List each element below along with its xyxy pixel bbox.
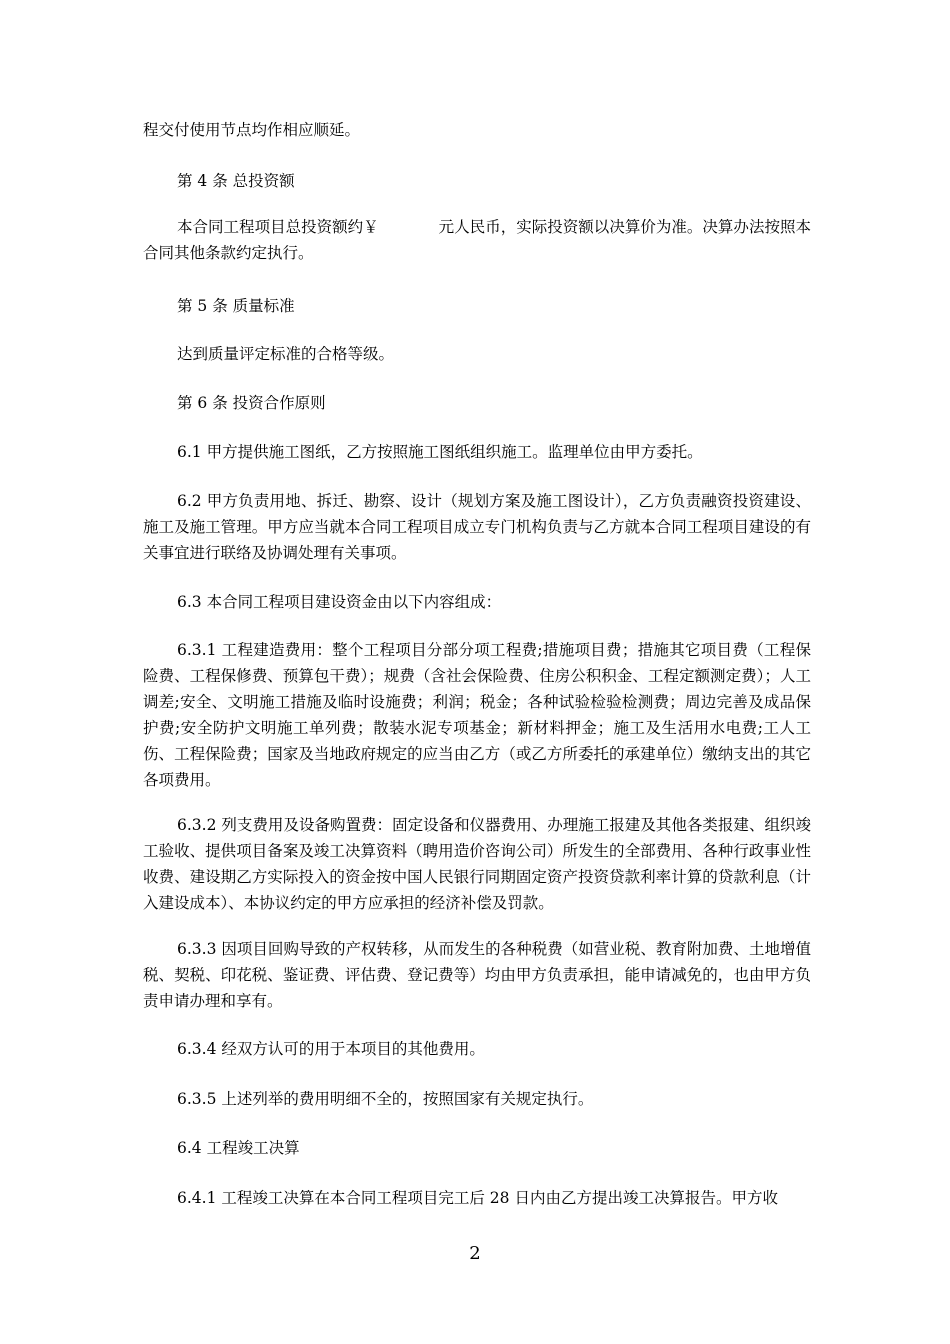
clause-6-2: 6.2 甲方负责用地、拆迁、勘察、设计（规划方案及施工图设计），乙方负责融资投资建设、施工及施工管理。甲方应当就本合同工程项目成立专门机构负责与乙方就本合同工程项目建设的有关事宜进行联络及协调处理有关事项。 (143, 492, 811, 562)
clause-6-1: 6.1 甲方提供施工图纸，乙方按照施工图纸组织施工。监理单位由甲方委托。 (177, 443, 703, 461)
clause-6-3: 6.3 本合同工程项目建设资金由以下内容组成： (177, 593, 502, 611)
paragraph-continuation: 程交付使用节点均作相应顺延。 (143, 121, 361, 139)
article-5-heading: 第 5 条 质量标准 (177, 297, 295, 315)
clause-6-3-2: 6.3.2 列支费用及设备购置费：固定设备和仪器费用、办理施工报建及其他各类报建、组织竣工验收、提供项目备案及竣工决算资料（聘用造价咨询公司）所发生的全部费用、各种行政事业性收费、建设期乙方实际投入的资金按中国人民银行同期固定资产投资贷款利率计算的贷款利息（计入建设成本）、本协议约定的甲方应承担的经济补偿及罚款。 (143, 816, 811, 912)
article-5-body: 达到质量评定标准的合格等级。 (177, 345, 395, 363)
investment-amount-prefix: 本合同工程项目总投资额约￥ (177, 218, 379, 236)
article-6-heading: 第 6 条 投资合作原则 (177, 394, 326, 412)
clause-6-3-1: 6.3.1 工程建造费用：整个工程项目分部分项工程费;措施项目费；措施其它项目费（工程保险费、工程保修费、预算包干费）；规费（含社会保险费、住房公积积金、工程定额测定费）；人工调差;安全、文明施工措施及临时设施费；利润；税金；各种试验检验检测费；周边完善及成品保护费;安全防护文明施工单列费；散装水泥专项基金；新材料押金；施工及生活用水电费;工人工伤、工程保险费；国家及当地政府规定的应当由乙方（或乙方所委托的承建单位）缴纳支出的其它各项费用。 (143, 641, 811, 789)
article-4-heading: 第 4 条 总投资额 (177, 172, 295, 190)
clause-6-3-4: 6.3.4 经双方认可的用于本项目的其他费用。 (177, 1040, 485, 1058)
clause-6-3-5: 6.3.5 上述列举的费用明细不全的，按照国家有关规定执行。 (177, 1090, 594, 1108)
clause-6-4-1: 6.4.1 工程竣工决算在本合同工程项目完工后 28 日内由乙方提出竣工决算报告。甲方收 (177, 1189, 778, 1207)
clause-6-3-3: 6.3.3 因项目回购导致的产权转移，从而发生的各种税费（如营业税、教育附加费、土地增值税、契税、印花税、鉴证费、评估费、登记费等）均由甲方负责承担，能申请减免的，也由甲方负责申请办理和享有。 (143, 940, 811, 1010)
page-number: 2 (469, 1243, 481, 1264)
clause-6-4-heading: 6.4 工程竣工决算 (177, 1139, 300, 1157)
investment-amount-suffix: 元人民币，实际投资额以决算价为准。决算办法按照本合同其他条款约定执行。 (143, 218, 811, 262)
article-4-body (143, 214, 811, 266)
